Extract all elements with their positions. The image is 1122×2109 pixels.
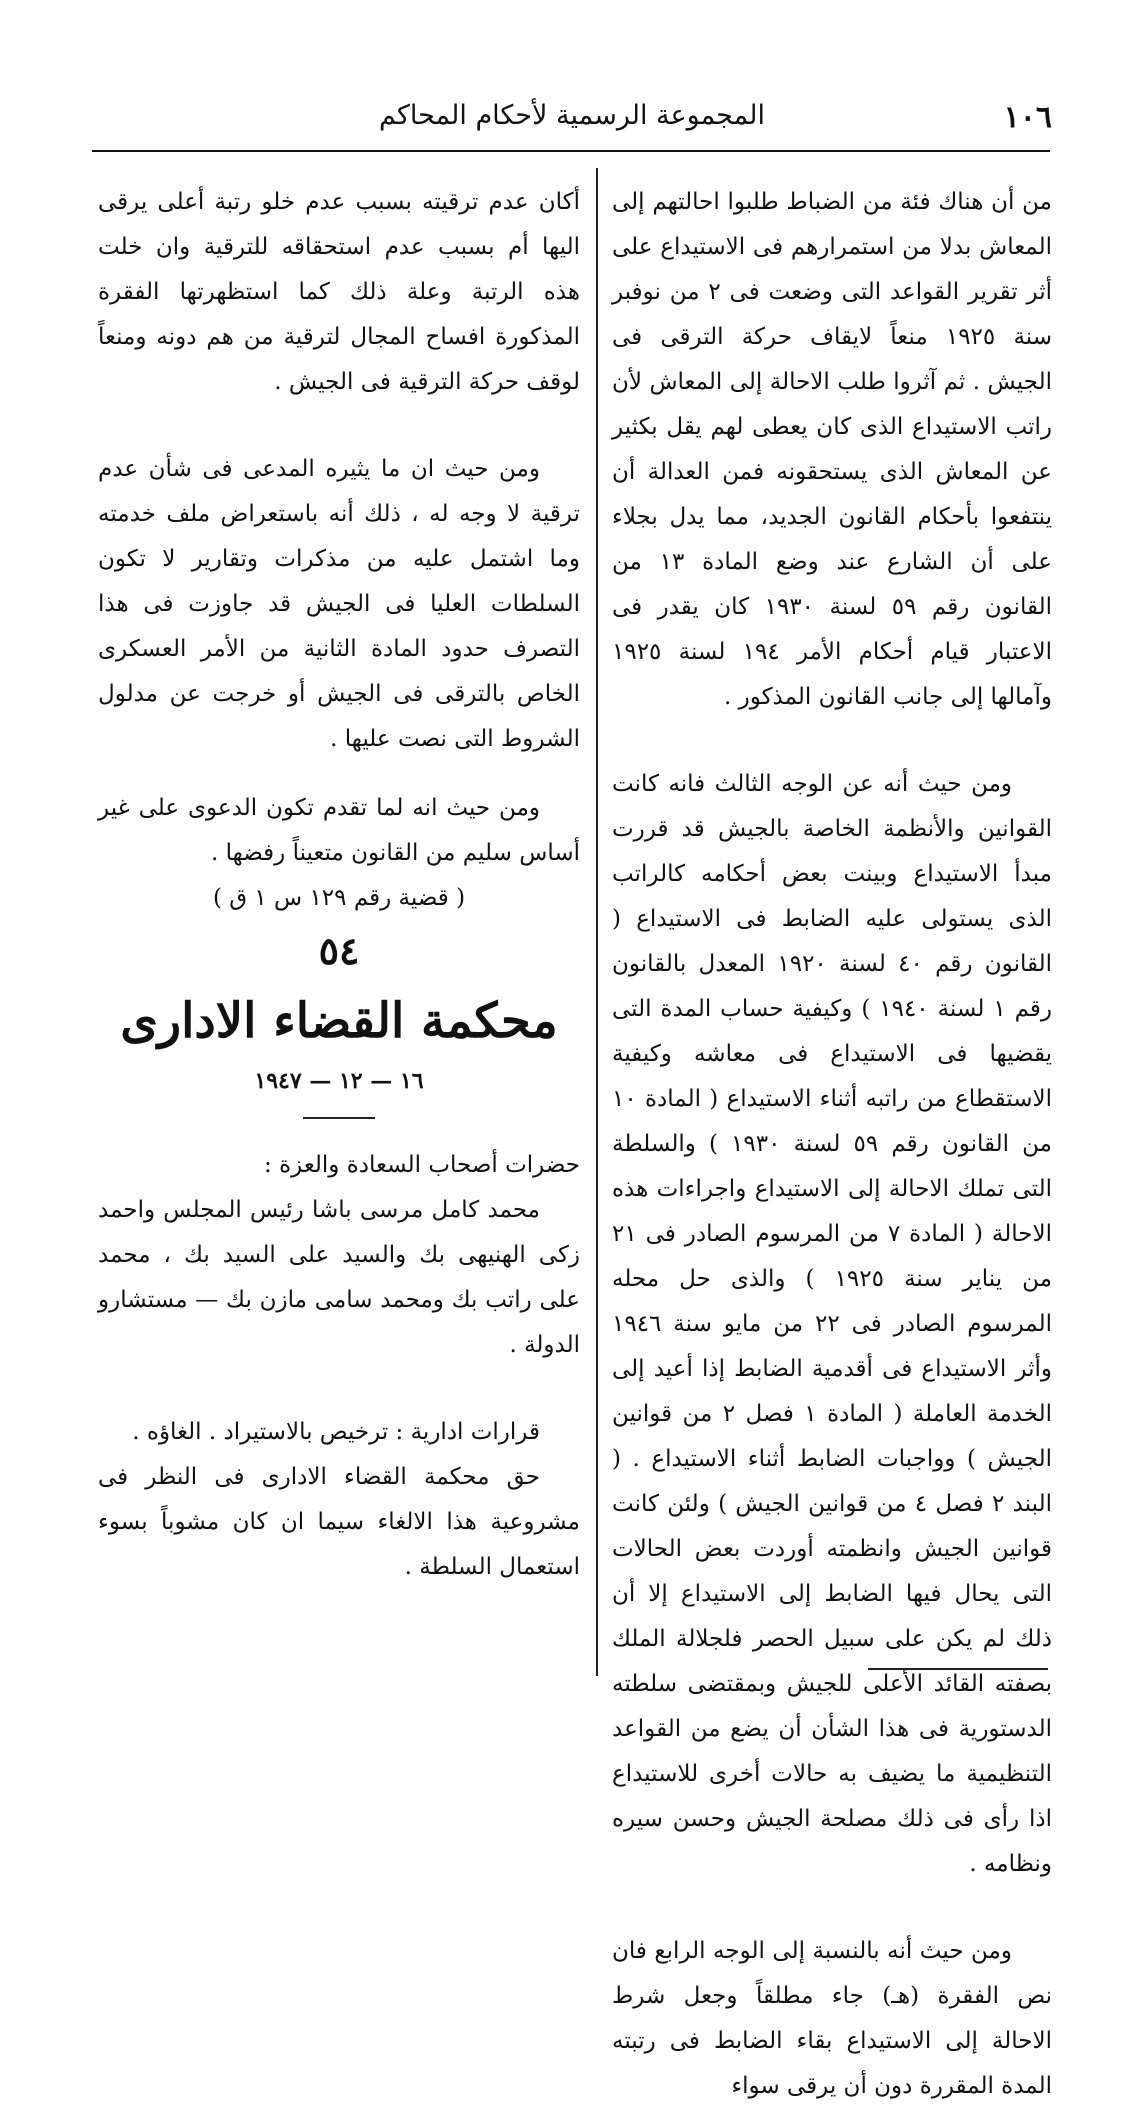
paragraph: ومن حيث أنه عن الوجه الثالث فانه كانت القوانين والأنظمة الخاصة بالجيش قد قررت مبدأ الاستيداع وبينت بعض أحكامه كالراتب الذى يستولى عليه الضابط فى الاستيداع ( القانون رقم ٤٠ لسنة ١٩٢٠ المعدل بالقانون رقم ١ لسنة ١٩٤٠ ) وكيفية حساب المدة التى يقضيها فى الاستيداع فى معاشه وكيفية الاستقطاع من راتبه أثناء الاستيداع ( المادة ١٠ من القانون رقم ٥٩ لسنة ١٩٣٠ ) والسلطة التى تملك الاحالة إلى الاستيداع واجراءات هذه الاحالة ( المادة ٧ من المرسوم الصادر فى ٢١ من يناير سنة ١٩٢٥ ) والذى حل محله المرسوم الصادر فى ٢٢ من مايو سنة ١٩٤٦ وأثر الاستيداع فى أقدمية الضابط إذا أعيد إلى الخدمة العاملة ( المادة ١ فصل ٢ من قوانين الجيش ) وواجبات الضابط أثناء الاستيداع . ( البند ٢ فصل ٤ من قوانين الجيش ) ولئن كانت قوانين الجيش وانظمته أوردت بعض الحالات التى يحال فيها الضابط إلى الاستيداع إلا أن ذلك لم يكن على سبيل الحصر فلجلالة الملك بصفته القائد الأعلى للجيش وبمقتضى سلطته الدستورية فى هذا الشأن أن يضع من القواعد التنظيمية ما يضيف به حالات أخرى للاستيداع اذا رأى فى ذلك مصلحة الجيش وحسن سيره ونظامه . <box>612 771 1053 1877</box>
paragraph: ومن حيث ان ما يثيره المدعى فى شأن عدم ترقية لا وجه له ، ذلك أنه باستعراض ملف خدمته وما اشتمل عليه من مذكرات وتقارير لا تكون السلطات العليا فى الجيش قد جاوزت فى هذا التصرف حدود المادة الثانية من الأمر العسكرى الخاص بالترقى فى الجيش أو خرجت عن مدلول الشروط التى نصت عليها . <box>98 456 580 752</box>
header-rule <box>92 150 1050 152</box>
left-column <box>98 180 580 1590</box>
headnote: حق محكمة القضاء الادارى فى النظر فى مشروعية هذا الالغاء سيما ان كان مشوباً بسوء استعمال السلطة . <box>98 1464 580 1580</box>
headnote: قرارات ادارية : ترخيص بالاستيراد . الغاؤه . <box>132 1419 540 1445</box>
panel-intro: حضرات أصحاب السعادة والعزة : <box>264 1152 580 1178</box>
right-column <box>612 180 1052 2109</box>
case-citation: ( قضية رقم ١٢٩ س ١ ق ) <box>212 885 466 911</box>
panel-members: محمد كامل مرسى باشا رئيس المجلس واحمد زكى الهنيهى بك والسيد على السيد بك ، محمد على راتب بك ومحمد سامى مازن بك — مستشارو الدولة . <box>98 1197 580 1358</box>
paragraph: أكان عدم ترقيته بسبب عدم خلو رتبة أعلى يرقى اليها أم بسبب عدم استحقاقه للترقية وان خلت هذه الرتبة وعلة ذلك كما استظهرتها الفقرة المذكورة افساح المجال لترقية من هم دونه ومنعاً لوقف حركة الترقية فى الجيش . <box>98 189 580 395</box>
court-name: محكمة القضاء الادارى <box>120 993 558 1049</box>
section-rule <box>303 1117 375 1119</box>
running-title: المجموعة الرسمية لأحكام المحاكم <box>379 100 765 131</box>
paragraph: من أن هناك فئة من الضباط طلبوا احالتهم إلى المعاش بدلا من استمرارهم فى الاستيداع على أثر تقرير القواعد التى وضعت فى ٢ من نوفبر سنة ١٩٢٥ منعاً لايقاف حركة الترقى فى الجيش . ثم آثروا طلب الاحالة إلى المعاش لأن راتب الاستيداع الذى كان يعطى لهم يقل بكثير عن المعاش الذى يستحقونه فمن العدالة أن ينتفعوا بأحكام القانون الجديد، مما يدل بجلاء على أن الشارع عند وضع المادة ١٣ من القانون رقم ٥٩ لسنة ١٩٣٠ كان يقدر فى الاعتبار قيام أحكام الأمر ١٩٤ لسنة ١٩٢٥ وآمالها إلى جانب القانون المذكور . <box>612 189 1053 710</box>
column-divider <box>596 168 598 1676</box>
page-number: ١٠٦ <box>1003 100 1052 135</box>
case-number: ٥٤ <box>318 928 360 973</box>
paragraph: ومن حيث أنه بالنسبة إلى الوجه الرابع فان نص الفقرة (هـ) جاء مطلقاً وجعل شرط الاحالة إلى الاستيداع بقاء الضابط فى رتبته المدة المقررة دون أن يرقى سواء <box>612 1938 1052 2099</box>
page-header <box>92 96 1052 140</box>
paragraph: ومن حيث انه لما تقدم تكون الدعوى على غير أساس سليم من القانون متعيناً رفضها . <box>98 795 580 866</box>
footer-rule <box>868 1668 1048 1670</box>
session-date: ١٦ — ١٢ — ١٩٤٧ <box>254 1068 424 1094</box>
